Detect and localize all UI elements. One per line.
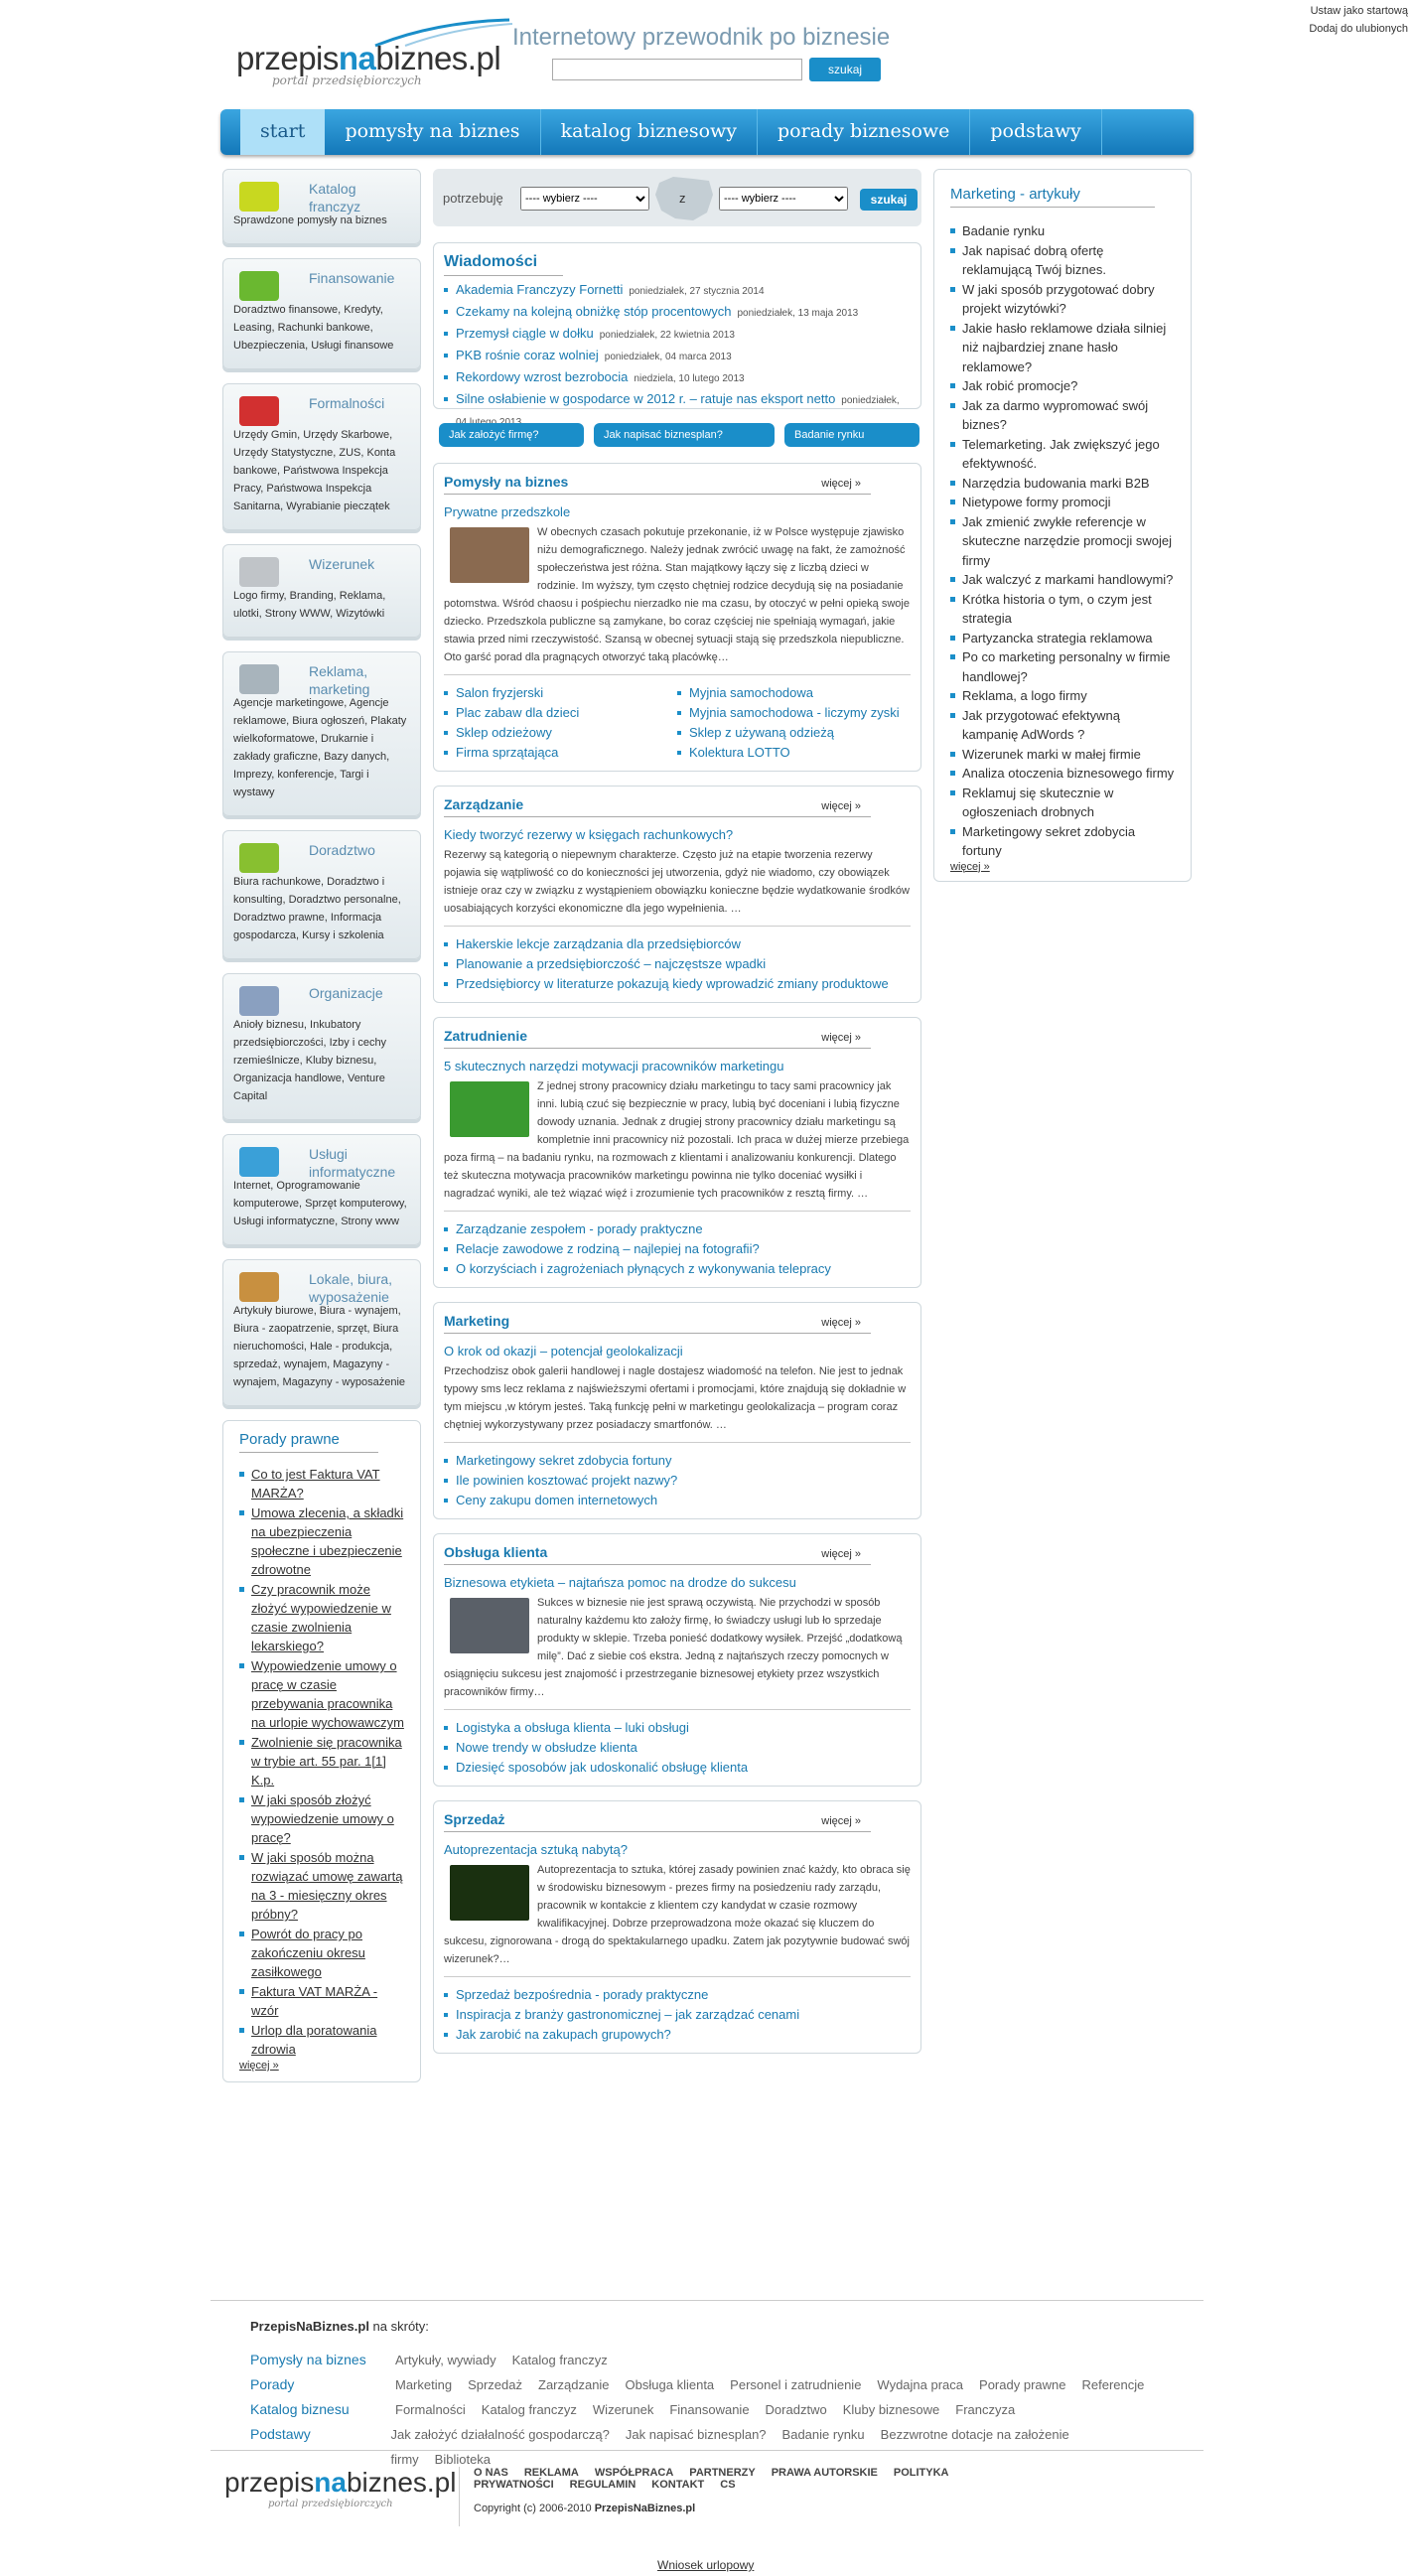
- section-panel: [433, 1302, 921, 1519]
- article-excerpt: W obecnych czasach pokutuje przekonanie, iż w Polsce występuje zjawisko niżu demograficznego. Należy jednak zwrócić uwagę na fakt, że zamożność społeczeństwa jest różna. Stan majątkowy łączy się z liczbą dzieci w rodzinie. Im wyższy, tym często chętniej rodzice decydują się na posiadanie potomstwa. Wśród chaosu i pośpiechu nierzadko nie ma czasu, by otoczyć w pełni opieką swoje dziecko. Przedszkola publiczne są zamykane, bo coraz częściej nie spełniają wymagań, jakie stawia przed nimi rzeczywistość. Szansą w obecnej sytuacji stają się przedszkola niepubliczne. Oto garść porad dla pragnących otworzyć taką placówkę…: [444, 526, 910, 663]
- section-links: [444, 1976, 911, 2045]
- section-link[interactable]: Przedsiębiorcy w literaturze pokazują kiedy wprowadzić zmiany produktowe: [444, 974, 911, 994]
- article-title[interactable]: 5 skutecznych narzędzi motywacji pracowników marketingu: [444, 1059, 784, 1073]
- section-more-link[interactable]: więcej »: [821, 478, 861, 490]
- section-more-link[interactable]: więcej »: [821, 1548, 861, 1560]
- category-head: [233, 1266, 410, 1305]
- section-link[interactable]: Sklep odzieżowy: [444, 723, 677, 743]
- category-icon: [239, 1272, 279, 1302]
- article-title[interactable]: Biznesowa etykieta – najtańsza pomoc na drodze do sukcesu: [444, 1575, 796, 1590]
- category-description: Agencje marketingowe, Agencje reklamowe, Biura ogłoszeń, Plakaty wielkoformatowe, Drukarnie i zakłady graficzne, Bazy danych, Imprezy, konferencje, Targi i wystawy: [233, 697, 407, 798]
- section-link[interactable]: O korzyściach i zagrożeniach płynących z wykonywania telepracy: [444, 1259, 911, 1279]
- article-excerpt: Z jednej strony pracownicy działu marketingu to tacy sami pracownicy jak inni. lubią czuć się bezpiecznie w pracy, lubią być doceniani i lubią fizyczne dowody uznania. Jednak z drugiej strony pracownicy działu marketingu są kompletnie inni pracownicy niż pozostali. Ich praca w dużej mierze przebiega poza firmą – na badaniu rynku, na rozmowach z klientami i analizowaniu konkurencji. Dlatego też skuteczna motywacja pracowników marketingu powinna nie tylko doceniać wysiłki i nagradzać wyniki, ale też wiązać więź i zrozumienie tych pracowników z resztą firmy. …: [444, 1080, 910, 1200]
- category-box[interactable]: [222, 383, 421, 530]
- shortcut-link[interactable]: Doradztwo: [765, 2402, 827, 2417]
- category-description: Anioły biznesu, Inkubatory przedsiębiorczości, Izby i cechy rzemieślnicze, Kluby biznesu, Organizacja handlowe, Venture Capital: [233, 1019, 387, 1102]
- section-link[interactable]: Logistyka a obsługa klienta – luki obsługi: [444, 1718, 911, 1738]
- marketing-article-link[interactable]: Telemarketing. Jak zwiększyć jego efektywność.: [950, 435, 1175, 474]
- shortcut-link[interactable]: Kluby biznesowe: [842, 2402, 940, 2417]
- footer-nav-link[interactable]: POLITYKA PRYWATNOŚCI: [474, 2467, 949, 2491]
- shortcut-link[interactable]: Zarządzanie: [538, 2377, 610, 2392]
- article-excerpt: Przechodzisz obok galerii handlowej i nagle dostajesz wiadomość na telefon. Nie jest to jednak typowy sms lecz reklama z najświeższymi ofertami i promocjami, które znajdują się dokładnie w tym miejscu ,w którym jesteś. Taką funkcję pełni w marketingu geolokalizacja – program coraz chętniej wykorzystywany przez posiadaczy smartfonów. …: [444, 1365, 907, 1431]
- news-date: poniedziałek,: [841, 395, 900, 406]
- section-panel: [433, 463, 921, 772]
- footer-nav-link[interactable]: O NAS: [474, 2467, 508, 2479]
- section-link[interactable]: Firma sprzątająca: [444, 743, 677, 763]
- marketing-article-link[interactable]: Jakie hasło reklamowe działa silniej niż najbardziej znane hasło reklamowe?: [950, 319, 1175, 377]
- marketing-article-link[interactable]: Reklamuj się skutecznie w ogłoszeniach drobnych: [950, 784, 1175, 822]
- shortcut-link[interactable]: Porady prawne: [979, 2377, 1066, 2392]
- news-date: poniedziałek, 04 marca 2013: [604, 352, 732, 362]
- need-select[interactable]: [520, 187, 649, 211]
- cta-business-plan[interactable]: Jak napisać biznesplan?: [594, 423, 775, 447]
- category-icon: [239, 843, 279, 873]
- section-title[interactable]: Sprzedaż: [444, 1811, 505, 1827]
- marketing-article-link[interactable]: Badanie rynku: [950, 221, 1175, 241]
- news-item[interactable]: Przemysł ciągle w dołku poniedziałek, 22 kwietnia 2013: [444, 324, 911, 346]
- section-links: [444, 1709, 911, 1778]
- section-link[interactable]: Dziesięć sposobów jak udoskonalić obsługę klienta: [444, 1758, 911, 1778]
- section-link[interactable]: Planowanie a przedsiębiorczość – najczęstsze wpadki: [444, 954, 911, 974]
- news-item[interactable]: Silne osłabienie w gospodarce w 2012 r. – ratuje nas eksport netto poniedziałek,: [444, 389, 911, 433]
- search-input[interactable]: [552, 59, 802, 80]
- category-title[interactable]: Organizacje: [309, 985, 383, 1001]
- legal-advice-list: [239, 1465, 404, 2059]
- legal-advice-item[interactable]: Zwolnienie się pracownika w trybie art. 55 par. 1[1] K.p.: [239, 1733, 404, 1789]
- marketing-article-link[interactable]: Jak walczyć z markami handlowymi?: [950, 570, 1175, 590]
- tagline: Internetowy przewodnik po biznesie: [512, 24, 891, 51]
- category-icon: [239, 271, 279, 301]
- shortcut-category[interactable]: Podstawy: [250, 2426, 311, 2442]
- category-icon: [239, 182, 279, 212]
- legal-advice-item[interactable]: Czy pracownik może złożyć wypowiedzenie w czasie zwolnienia lekarskiego?: [239, 1580, 404, 1655]
- shortcut-link[interactable]: Wizerunek: [592, 2402, 654, 2417]
- category-description: Biura rachunkowe, Doradztwo i konsulting, Doradztwo personalne, Doradztwo prawne, Informacja gospodarcza, Kursy i szkolenia: [233, 876, 401, 941]
- marketing-articles-list: [950, 221, 1175, 861]
- news-item[interactable]: Akademia Franczyzy Fornetti poniedziałek, 27 stycznia 2014: [444, 280, 911, 302]
- footer: [211, 2300, 1203, 2514]
- legal-advice-item[interactable]: Wypowiedzenie umowy o pracę w czasie przebywania pracownika na urlopie wychowawczym: [239, 1656, 404, 1732]
- legal-advice-title: Porady prawne: [239, 1431, 378, 1453]
- section-links: [444, 926, 911, 994]
- nav-business-advice[interactable]: porady biznesowe: [758, 109, 970, 155]
- section-link[interactable]: Sklep z używaną odzieżą: [677, 723, 911, 743]
- search-button[interactable]: szukaj: [809, 58, 881, 81]
- section-link[interactable]: Plac zabaw dla dzieci: [444, 703, 677, 723]
- category-title[interactable]: Lokale, biura, wyposażenie: [309, 1271, 393, 1305]
- news-date: niedziela, 10 lutego 2013: [634, 373, 745, 384]
- shortcut-link[interactable]: Formalności: [395, 2402, 466, 2417]
- shortcut-link[interactable]: Marketing: [395, 2377, 453, 2392]
- section-link[interactable]: Jak zarobić na zakupach grupowych?: [444, 2025, 911, 2045]
- news-date: poniedziałek, 22 kwietnia 2013: [599, 330, 735, 341]
- filter-search-button[interactable]: szukaj: [860, 189, 918, 211]
- article-thumbnail[interactable]: [450, 527, 529, 583]
- category-description: Urzędy Gmin, Urzędy Skarbowe, Urzędy Statystyczne, ZUS, Konta bankowe, Państwowa Inspekcja Pracy, Państwowa Inspekcja Sanitarna, Wyrabianie pieczątek: [233, 429, 396, 512]
- shortcut-link[interactable]: Personel i zatrudnienie: [730, 2377, 862, 2392]
- section-link[interactable]: Ile powinien kosztować projekt nazwy?: [444, 1471, 911, 1491]
- shortcut-link[interactable]: Katalog franczyz: [511, 2353, 608, 2367]
- news-list: [444, 280, 911, 433]
- news-item[interactable]: PKB rośnie coraz wolniej poniedziałek, 04 marca 2013: [444, 346, 911, 367]
- set-homepage-link[interactable]: Ustaw jako startową: [1310, 5, 1408, 17]
- footer-nav-link[interactable]: CS: [720, 2479, 736, 2491]
- news-item[interactable]: Rekordowy wzrost bezrobocia niedziela, 10 lutego 2013: [444, 367, 911, 389]
- marketing-article-link[interactable]: Marketingowy sekret zdobycia fortuny: [950, 822, 1175, 861]
- section-title[interactable]: Zarządzanie: [444, 796, 524, 812]
- category-head: [233, 551, 410, 587]
- shortcut-link[interactable]: Finansowanie: [669, 2402, 750, 2417]
- category-title[interactable]: Doradztwo: [309, 842, 375, 858]
- legal-advice-item[interactable]: Urlop dla poratowania zdrowia: [239, 2021, 404, 2059]
- marketing-article-link[interactable]: Jak przygotować efektywną kampanię AdWords ?: [950, 706, 1175, 745]
- section-title[interactable]: Pomysły na biznes: [444, 474, 569, 490]
- nav-basics[interactable]: podstawy: [970, 109, 1101, 155]
- section-link[interactable]: Nowe trendy w obsłudze klienta: [444, 1738, 911, 1758]
- legal-advice-box: [222, 1420, 421, 2082]
- article-title[interactable]: Autoprezentacja sztuką nabytą?: [444, 1842, 629, 1857]
- marketing-article-link[interactable]: W jaki sposób przygotować dobry projekt wizytówki?: [950, 280, 1175, 319]
- news-title: Wiadomości: [444, 253, 538, 270]
- cta-buttons: [433, 423, 921, 449]
- category-head: [233, 1141, 410, 1180]
- category-box[interactable]: [222, 1134, 421, 1245]
- marketing-article-link[interactable]: Nietypowe formy promocji: [950, 493, 1175, 512]
- legal-advice-item[interactable]: Umowa zlecenia, a składki na ubezpieczenia społeczne i ubezpieczenie zdrowotne: [239, 1503, 404, 1579]
- shortcut-link[interactable]: Referencje: [1081, 2377, 1145, 2392]
- filter-label: potrzebuję: [443, 191, 503, 206]
- legal-advice-item[interactable]: Co to jest Faktura VAT MARŻA?: [239, 1465, 404, 1503]
- section-title[interactable]: Marketing: [444, 1313, 510, 1329]
- category-icon: [239, 396, 279, 426]
- section-link[interactable]: Kolektura LOTTO: [677, 743, 911, 763]
- shortcut-link[interactable]: Sprzedaż: [468, 2377, 522, 2392]
- category-head: [233, 837, 410, 873]
- marketing-more-link[interactable]: więcej »: [950, 860, 990, 873]
- section-more-link[interactable]: więcej »: [821, 1317, 861, 1329]
- article-thumbnail[interactable]: [450, 1081, 529, 1137]
- marketing-article-link[interactable]: Reklama, a logo firmy: [950, 686, 1175, 706]
- section-panel: [433, 1800, 921, 2054]
- footer-nav-link[interactable]: REKLAMA: [523, 2467, 579, 2479]
- category-head: [233, 265, 410, 301]
- marketing-article-link[interactable]: Krótka historia o tym, o czym jest strategia: [950, 590, 1175, 629]
- category-title[interactable]: Formalności: [309, 395, 385, 411]
- legal-advice-item[interactable]: W jaki sposób można rozwiązać umowę zawartą na 3 - miesięczny okres próbny?: [239, 1848, 404, 1924]
- nav-start[interactable]: start: [240, 109, 325, 155]
- article-title[interactable]: Kiedy tworzyć rezerwy w księgach rachunkowych?: [444, 827, 734, 842]
- top-links: [1309, 2, 1408, 38]
- marketing-article-link[interactable]: Jak napisać dobrą ofertę reklamującą Twój biznes.: [950, 241, 1175, 280]
- article-thumbnail[interactable]: [450, 1598, 529, 1653]
- category-title[interactable]: Usługi informatyczne: [309, 1146, 396, 1180]
- footer-shortcuts: PrzepisNaBiznes.pl na skróty: Pomysły na biznes Artykuły, wywiady Katalog franczyz Porady Marketing Sprzedaż Zarządzanie Obsługa klienta Personel i zatrudnienie Wydajna praca Porady prawne Referencje Katalog biznesu Formalności Katalog franczyz Wizerunek Finansowanie Doradztwo Kluby biznesowe Franczyza Podstawy Jak założyć działalność gospodarczą? Jak napisać biznesplan? Badanie rynku Bezzwrotne dotacje na założenie firmy Biblioteka: [211, 2301, 1203, 2472]
- footer-nav-link[interactable]: KONTAKT: [651, 2479, 705, 2491]
- section-title[interactable]: Obsługa klienta: [444, 1544, 548, 1560]
- category-icon: [239, 664, 279, 694]
- shortcut-link[interactable]: Obsługa klienta: [625, 2377, 715, 2392]
- header-search: [552, 58, 881, 81]
- category-box[interactable]: [222, 1259, 421, 1406]
- copyright: Copyright (c) 2006-2010 PrzepisNaBiznes.pl: [474, 2503, 696, 2514]
- legal-advice-item[interactable]: Powrót do pracy po zakończeniu okresu zasiłkowego: [239, 1925, 404, 1981]
- section-link[interactable]: Marketingowy sekret zdobycia fortuny: [444, 1451, 911, 1471]
- shortcut-row: [250, 2397, 1164, 2422]
- marketing-articles-title: Marketing - artykuły: [950, 186, 1155, 208]
- article-excerpt: Rezerwy są kategorią o niepewnym charakterze. Często już na etapie tworzenia rezerwy pojawia się wątpliwość co do konieczności jej utworzenia, gdyż nie wiadomo, czy obowiązek istnieje oraz czy w związku z wystąpieniem obowiązku konieczne będzie wydatkowanie środków uosabiających korzyści ekonomiczne dla jego wypełnienia. …: [444, 849, 910, 915]
- marketing-article-link[interactable]: Jak za darmo wypromować swój biznes?: [950, 396, 1175, 435]
- site-logo[interactable]: przepisnabiznes.pl portal przedsiębiorczych: [236, 18, 500, 87]
- legal-advice-item[interactable]: Faktura VAT MARŻA - wzór: [239, 1982, 404, 2020]
- shortcut-row: [250, 2372, 1164, 2397]
- category-head: [233, 658, 410, 697]
- category-icon: [239, 1147, 279, 1177]
- category-description: Sprawdzone pomysły na biznes: [233, 215, 387, 226]
- shortcut-link[interactable]: Katalog franczyz: [481, 2402, 577, 2417]
- article-title[interactable]: O krok od okazji – potencjał geolokalizacji: [444, 1344, 683, 1359]
- shortcut-link[interactable]: Franczyza: [955, 2402, 1016, 2417]
- category-box[interactable]: [222, 258, 421, 369]
- marketing-article-link[interactable]: Jak robić promocje?: [950, 376, 1175, 396]
- category-head: [233, 980, 410, 1016]
- article-thumbnail[interactable]: [450, 1865, 529, 1921]
- category-icon: [239, 557, 279, 587]
- left-sidebar: [222, 169, 421, 2082]
- marketing-article-link[interactable]: Narzędzia budowania marki B2B: [950, 474, 1175, 494]
- section-title[interactable]: Zatrudnienie: [444, 1028, 528, 1044]
- section-link[interactable]: Zarządzanie zespołem - porady praktyczne: [444, 1219, 911, 1239]
- news-panel: [433, 242, 921, 409]
- category-description: Artykuły biurowe, Biura - wynajem, Biura - zaopatrzenie, sprzęt, Biura nieruchomości, Hale - produkcja, sprzedaż, wynajem, Magazyny - wynajem, Magazyny - wyposażenie: [233, 1305, 406, 1388]
- section-link[interactable]: Inspiracja z branży gastronomicznej – jak zarządzać cenami: [444, 2005, 911, 2025]
- shortcut-link[interactable]: Bezzwrotne dotacje na założenie firmy: [390, 2427, 1069, 2467]
- category-box[interactable]: [222, 830, 421, 959]
- category-description: Internet, Oprogramowanie komputerowe, Sprzęt komputerowy, Usługi informatyczne, Strony www: [233, 1180, 407, 1227]
- section-link[interactable]: Myjnia samochodowa - liczymy zyski: [677, 703, 911, 723]
- article-excerpt: Autoprezentacja to sztuka, której zasady powinien znać każdy, kto obraca się w środowisku biznesowym - prezes firmy na posiedzeniu rady zarządu, pracownik w kontakcie z klientem czy kandydat w czasie rozmowy kwalifikacyjnej. Dobrze przeprowadzona może okazać się kluczem do sukcesu, zignorowana - drogą do spektakularnego upadku. Zatem jak pozytywnie budować swój wizerunek?…: [444, 1864, 911, 1965]
- filter-from: z: [679, 191, 686, 206]
- category-title[interactable]: Katalog franczyz: [309, 181, 361, 215]
- shortcut-link[interactable]: Jak napisać biznesplan?: [625, 2427, 767, 2442]
- shortcut-category[interactable]: Katalog biznesu: [250, 2401, 350, 2417]
- section-links: [444, 674, 911, 763]
- main-nav: [220, 109, 1194, 155]
- marketing-article-link[interactable]: Analiza otoczenia biznesowego firmy: [950, 764, 1175, 784]
- category-title[interactable]: Wizerunek: [309, 556, 375, 572]
- main-content: [433, 169, 921, 2068]
- shortcut-category[interactable]: Pomysły na biznes: [250, 2352, 366, 2367]
- category-description: Logo firmy, Branding, Reklama, ulotki, Strony WWW, Wizytówki: [233, 590, 386, 620]
- section-more-link[interactable]: więcej »: [821, 800, 861, 812]
- news-date: poniedziałek, 27 stycznia 2014: [629, 286, 765, 297]
- category-box[interactable]: [222, 973, 421, 1120]
- category-title[interactable]: Finansowanie: [309, 270, 395, 286]
- marketing-article-link[interactable]: Po co marketing personalny w firmie handlowej?: [950, 647, 1175, 686]
- news-item[interactable]: Czekamy na kolejną obniżkę stóp procentowych poniedziałek, 13 maja 2013: [444, 302, 911, 324]
- marketing-article-link[interactable]: Wizerunek marki w małej firmie: [950, 745, 1175, 765]
- category-icon: [239, 986, 279, 1016]
- marketing-article-link[interactable]: Partyzancka strategia reklamowa: [950, 629, 1175, 648]
- footer-nav-link[interactable]: WSPÓŁPRACA: [594, 2467, 674, 2479]
- footer-logo[interactable]: przepisnabiznes.pl portal przedsiębiorczych: [224, 2467, 457, 2509]
- section-link[interactable]: Relacje zawodowe z rodziną – najlepiej na fotografii?: [444, 1239, 911, 1259]
- footer-nav-link[interactable]: PARTNERZY: [689, 2467, 756, 2479]
- legal-more-link[interactable]: więcej »: [239, 2060, 279, 2072]
- section-link[interactable]: Sprzedaż bezpośrednia - porady praktyczne: [444, 1985, 911, 2005]
- section-links: [444, 1211, 911, 1279]
- footer-bottom: [211, 2450, 1203, 2529]
- section-link[interactable]: Salon fryzjerski: [444, 683, 677, 703]
- shortcut-link[interactable]: Artykuły, wywiady: [395, 2353, 496, 2367]
- category-head: [233, 176, 410, 215]
- cta-start-company[interactable]: Jak założyć firmę?: [439, 423, 584, 447]
- section-more-link[interactable]: więcej »: [821, 1815, 861, 1827]
- category-box[interactable]: [222, 544, 421, 638]
- nav-business-catalog[interactable]: katalog biznesowy: [541, 109, 758, 155]
- leave-request-link[interactable]: Wniosek urlopowy: [657, 2558, 755, 2572]
- section-link[interactable]: Myjnia samochodowa: [677, 683, 911, 703]
- category-box[interactable]: [222, 651, 421, 816]
- section-panel: [433, 1533, 921, 1787]
- logo-subtitle: portal przedsiębiorczych: [272, 73, 422, 87]
- article-excerpt: Sukces w biznesie nie jest sprawą oczywistą. Nie przychodzi w sposób naturalny każdemu kto założy firmę, ło świadczy usługi lub ło sprzedaje produkty w sklepie. Trzeba ponieść dodatkowy wysiłek. Przejść „dodatkową milę”. Dać z siebie coś ekstra. Jedną z najtańszych rzeczy pomocnych w osiągnięciu sukcesu jest znajomość i przestrzeganie biznesowej etykiety przez wszystkich pracowników firmy…: [444, 1597, 903, 1698]
- article-title[interactable]: Prywatne przedszkole: [444, 504, 571, 519]
- footer-nav-link[interactable]: REGULAMIN: [569, 2479, 636, 2491]
- section-links: [444, 1442, 911, 1510]
- shortcut-row: [250, 2348, 1164, 2372]
- add-favorites-link[interactable]: Dodaj do ulubionych: [1309, 23, 1408, 35]
- footer-nav: [459, 2467, 1203, 2526]
- category-description: Doradztwo finansowe, Kredyty, Leasing, Rachunki bankowe, Ubezpieczenia, Usługi finansowe: [233, 304, 394, 352]
- marketing-article-link[interactable]: Jak zmienić zwykłe referencje w skuteczne narzędzie promocji swojej firmy: [950, 512, 1175, 571]
- shortcut-link[interactable]: Jak założyć działalność gospodarczą?: [390, 2427, 610, 2442]
- need-filter: [433, 169, 921, 226]
- news-date: poniedziałek, 13 maja 2013: [737, 308, 859, 319]
- category-head: [233, 390, 410, 426]
- region-select[interactable]: [719, 187, 848, 211]
- nav-business-ideas[interactable]: pomysły na biznes: [325, 109, 540, 155]
- footer-nav-link[interactable]: PRAWA AUTORSKIE: [771, 2467, 878, 2479]
- cta-market-research[interactable]: Badanie rynku: [784, 423, 919, 447]
- shortcut-link[interactable]: Badanie rynku: [781, 2427, 865, 2442]
- category-title[interactable]: Reklama, marketing: [309, 663, 370, 697]
- header: [236, 10, 1190, 99]
- section-panel: [433, 1017, 921, 1288]
- shortcut-link[interactable]: Wydajna praca: [877, 2377, 964, 2392]
- legal-advice-item[interactable]: W jaki sposób złożyć wypowiedzenie umowy o pracę?: [239, 1790, 404, 1847]
- section-link[interactable]: Hakerskie lekcje zarządzania dla przedsiębiorców: [444, 934, 911, 954]
- shortcut-category[interactable]: Porady: [250, 2376, 295, 2392]
- marketing-articles: [933, 169, 1192, 882]
- section-more-link[interactable]: więcej »: [821, 1032, 861, 1044]
- shortcut-link[interactable]: Biblioteka: [434, 2452, 492, 2467]
- section-panel: [433, 786, 921, 1003]
- section-link[interactable]: Ceny zakupu domen internetowych: [444, 1491, 911, 1510]
- category-box[interactable]: [222, 169, 421, 244]
